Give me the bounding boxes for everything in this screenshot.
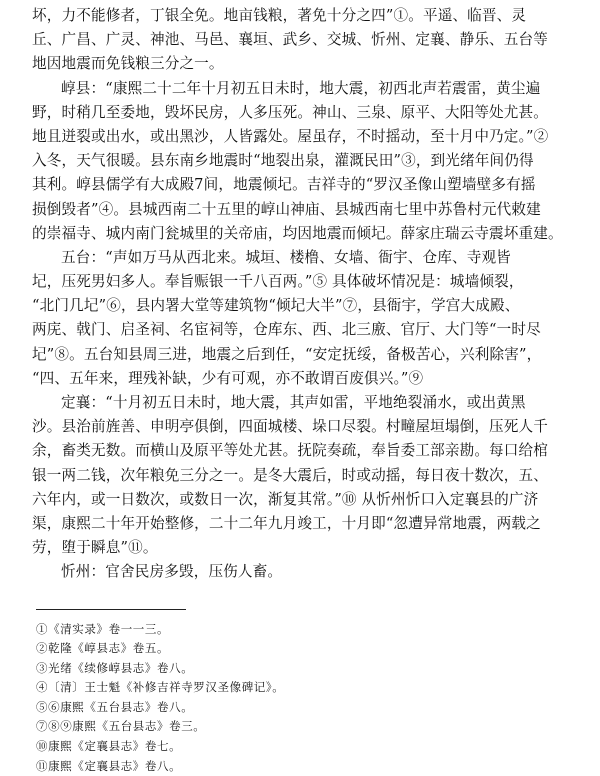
text-line: 其利。崞县儒学有大成殿7间，地震倾圮。吉祥寺的“罗汉圣像山塑墙壁多有摇 (32, 173, 578, 197)
text-line: 沙。县治前旌善、申明亭俱倒，四面城楼、垛口尽裂。村疃屋垣塌倒，压死人千 (32, 415, 578, 439)
text-line: 入冬，天气很暖。县东南乡地震时“地裂出泉，灌溉民田”③，到光绪年间仍得 (32, 149, 578, 173)
text-line: 的崇福寺、城内南门瓮城里的关帝庙，均因地震而倾圮。薛家庄瑞云寺震坏重建。 (32, 222, 578, 246)
footnote: ④〔清〕王士魁《补修吉祥寺罗汉圣像碑记》。 (32, 678, 578, 698)
text-line: 劳，堕于瞬息”⑪。 (32, 536, 578, 560)
footnotes (32, 620, 578, 776)
text-line: 坏，力不能修者，丁银全免。地亩钱粮，著免十分之四”①。平遥、临晋、灵 (32, 4, 578, 28)
text-line: “四、五年来，理残补缺，少有可观，亦不敢谓百废俱兴。”⑨ (32, 367, 578, 391)
text-line: 圮，压死男妇多人。奉旨赈银一千八百两。”⑤ 具体破坏情况是：城墙倾裂， (32, 270, 578, 294)
text-line: 余，畜类无数。而横山及原平等处尤甚。抚院奏疏，奉旨委工部亲勘。每口给棺 (32, 439, 578, 463)
text-line: 野，时稍几至委地，毁坏民房，人多压死。神山、三泉、原平、大阳等处尤甚。 (32, 101, 578, 125)
text-line: 损倒毁者”④。县城西南二十五里的崞山神庙、县城西南七里中苏鲁村元代敕建 (32, 198, 578, 222)
text-line: 六年内，或一日数次，或数日一次，渐复其常。”⑩ 从忻州忻口入定襄县的广济 (32, 488, 578, 512)
footnote: ⑪康熙《定襄县志》卷八。 (32, 757, 578, 776)
footnote: ③光绪《续修崞县志》卷八。 (32, 659, 578, 679)
footnote: ②乾隆《崞县志》卷五。 (32, 639, 578, 659)
text-line: “北门几圮”⑥，县内署大堂等建筑物“倾圮大半”⑦，县衙宇，学宫大成殿、 (32, 294, 578, 318)
footnote: ①《清实录》卷一一三。 (32, 620, 578, 640)
text-line: 渠，康熙二十年开始整修，二十二年九月竣工，十月即“忽遭异常地震，两载之 (32, 512, 578, 536)
paragraph-start-dingxiang: 定襄：“十月初五日未时，地大震，其声如雷，平地绝裂涌水，或出黄黑 (32, 391, 578, 415)
paragraph-start-xinzhou: 忻州：官舍民房多毁，压伤人畜。 (32, 560, 578, 584)
paragraph-start-guoxian: 崞县：“康熙二十二年十月初五日未时，地大震，初西北声若震雷，黄尘遍 (32, 77, 578, 101)
text-line: 两庑、戟门、启圣祠、名宦祠等，仓库东、西、北三廒、官厅、大门等“一时尽 (32, 318, 578, 342)
spacer (32, 585, 578, 609)
text-line: 圮”⑧。五台知县周三进，地震之后到任，“安定抚绥，备极苦心，兴利除害”， (32, 343, 578, 367)
body-text (32, 4, 578, 585)
paragraph-start-wutai: 五台：“声如万马从西北来。城垣、楼橹、女墙、衙宇、仓库、寺观皆 (32, 246, 578, 270)
footnote-divider (36, 609, 186, 610)
text-line: 银一两二钱，次年粮免三分之一。是冬大震后，时或动摇，每日夜十数次，五、 (32, 464, 578, 488)
footnote: ⑦⑧⑨康熙《五台县志》卷三。 (32, 717, 578, 737)
footnote: ⑤⑥康熙《五台县志》卷八。 (32, 698, 578, 718)
text-line: 地因地震而免钱粮三分之一。 (32, 52, 578, 76)
text-line: 丘、广昌、广灵、神池、马邑、襄垣、武乡、交城、忻州、定襄、静乐、五台等 (32, 28, 578, 52)
footnote: ⑩康熙《定襄县志》卷七。 (32, 737, 578, 757)
text-line: 地且迸裂或出水，或出黑沙，人皆露处。屋虽存，不时摇动，至十月中乃定。”② (32, 125, 578, 149)
